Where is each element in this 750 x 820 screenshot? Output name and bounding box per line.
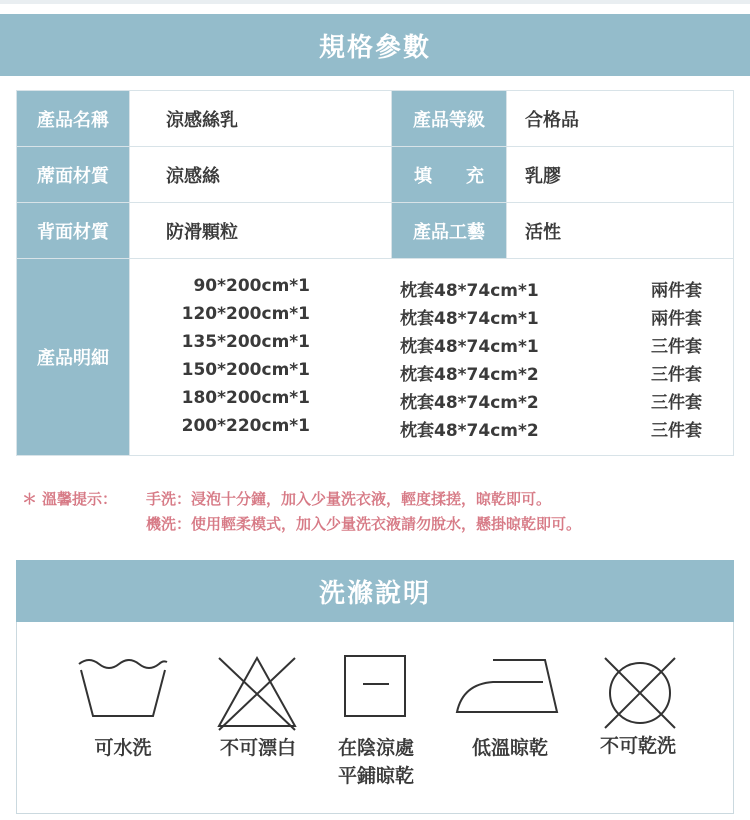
no-bleach-icon bbox=[215, 654, 299, 732]
detail-pillowcase: 枕套48*74cm*1 bbox=[400, 281, 539, 301]
filling-header-part1: 填 bbox=[414, 165, 432, 187]
detail-row bbox=[130, 360, 735, 388]
product-detail-header: 產品明細 bbox=[17, 259, 130, 456]
wash-label-low-temp: 低溫晾乾 bbox=[471, 737, 548, 759]
detail-row bbox=[130, 304, 735, 332]
craft-value: 活性 bbox=[507, 203, 734, 259]
product-grade-header: 產品等級 bbox=[392, 91, 507, 147]
detail-pillowcase: 枕套48*74cm*2 bbox=[400, 421, 539, 441]
detail-size: 200*220cm*1 bbox=[181, 416, 310, 436]
surface-material-header: 蓆面材質 bbox=[17, 147, 130, 203]
washtub-icon bbox=[75, 654, 171, 724]
spec-table bbox=[16, 90, 734, 456]
detail-row bbox=[130, 416, 735, 444]
wash-label-shade-dry bbox=[321, 734, 431, 790]
wash-label-shade-dry-line1: 在陰涼處 bbox=[337, 737, 414, 759]
detail-size: 90*200cm*1 bbox=[193, 276, 310, 296]
tip-machine-wash: 機洗：使用輕柔模式，加入少量洗衣液請勿脫水，懸掛晾乾即可。 bbox=[146, 515, 582, 533]
detail-set: 三件套 bbox=[651, 365, 702, 385]
detail-set: 三件套 bbox=[651, 421, 702, 441]
wash-label-shade-dry-line2: 平鋪晾乾 bbox=[337, 765, 414, 787]
no-tumble-dry-icon bbox=[601, 654, 679, 732]
wash-label-no-bleach: 不可漂白 bbox=[219, 737, 296, 759]
iron-low-icon bbox=[453, 654, 563, 718]
top-divider bbox=[0, 0, 750, 4]
detail-pillowcase: 枕套48*74cm*1 bbox=[400, 309, 539, 329]
table-row bbox=[17, 91, 734, 147]
table-row bbox=[17, 147, 734, 203]
filling-header-part2: 充 bbox=[466, 165, 484, 187]
table-row bbox=[17, 203, 734, 259]
tip-star: ＊ bbox=[22, 490, 38, 508]
detail-size: 150*200cm*1 bbox=[181, 360, 310, 380]
detail-set: 兩件套 bbox=[651, 281, 702, 301]
filling-value: 乳膠 bbox=[507, 147, 734, 203]
detail-set: 三件套 bbox=[651, 393, 702, 413]
detail-size: 180*200cm*1 bbox=[181, 388, 310, 408]
craft-header: 產品工藝 bbox=[392, 203, 507, 259]
detail-row bbox=[130, 388, 735, 416]
dry-flat-shade-icon bbox=[343, 654, 407, 718]
product-name-value: 涼感絲乳 bbox=[130, 91, 392, 147]
spec-title: 規格參數 bbox=[0, 14, 750, 76]
back-material-value: 防滑顆粒 bbox=[130, 203, 392, 259]
product-detail-cell bbox=[130, 259, 734, 456]
detail-pillowcase: 枕套48*74cm*2 bbox=[400, 365, 539, 385]
detail-set: 三件套 bbox=[651, 337, 702, 357]
wash-label-washable: 可水洗 bbox=[94, 737, 152, 759]
wash-label-no-dry-clean: 不可乾洗 bbox=[599, 735, 676, 757]
product-detail-list bbox=[130, 259, 733, 455]
product-grade-value: 合格品 bbox=[507, 91, 734, 147]
surface-material-value: 涼感絲 bbox=[130, 147, 392, 203]
product-name-header: 產品名稱 bbox=[17, 91, 130, 147]
wash-title: 洗滌說明 bbox=[16, 560, 734, 622]
detail-row bbox=[130, 276, 735, 304]
detail-row bbox=[130, 332, 735, 360]
detail-size: 120*200cm*1 bbox=[181, 304, 310, 324]
tip-hand-wash: 手洗：浸泡十分鐘，加入少量洗衣液，輕度揉搓，晾乾即可。 bbox=[146, 490, 552, 508]
tip-label: 溫馨提示： bbox=[42, 490, 118, 508]
detail-pillowcase: 枕套48*74cm*2 bbox=[400, 393, 539, 413]
detail-size: 135*200cm*1 bbox=[181, 332, 310, 352]
wash-instructions bbox=[16, 622, 734, 814]
detail-set: 兩件套 bbox=[651, 309, 702, 329]
filling-header bbox=[392, 147, 507, 203]
back-material-header: 背面材質 bbox=[17, 203, 130, 259]
detail-pillowcase: 枕套48*74cm*1 bbox=[400, 337, 539, 357]
table-row bbox=[17, 259, 734, 456]
